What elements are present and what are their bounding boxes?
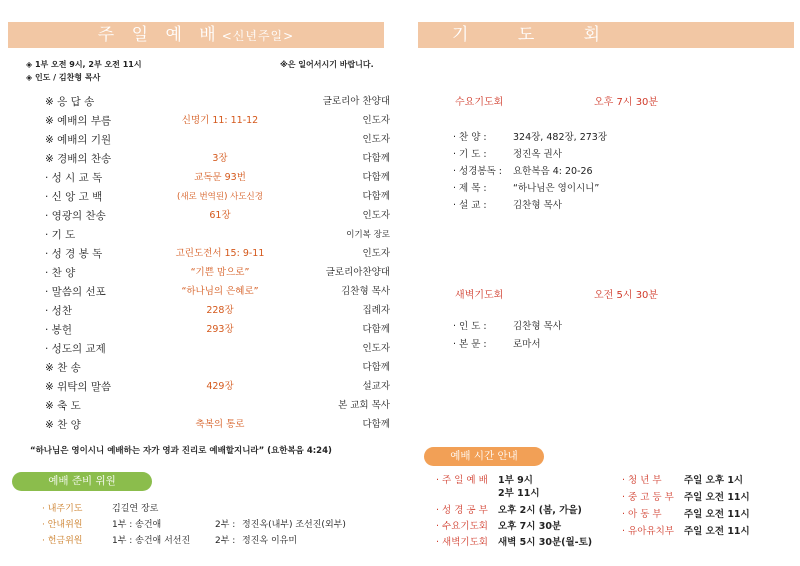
committee-title: 예배 준비 위원 [12,472,152,491]
order-person: 인도자 [362,134,390,145]
order-detail: 교독문 93번 [194,172,246,183]
committee-list [42,501,382,551]
service-times: ◈ 1부 오전 9시, 2부 오전 11시 [26,60,142,69]
committee-row [42,517,382,533]
wed-item [453,165,593,179]
order-row [45,322,390,338]
order-label: · 기 도 [45,229,76,241]
order-label: ※ 경배의 찬송 [45,153,112,165]
order-detail: 429장 [206,381,234,392]
wed-item-key: · 찬 양 : [453,132,487,143]
leader-line: ◈ 인도 / 김찬형 목사 [26,73,101,82]
order-row [45,94,390,110]
order-row [45,398,390,414]
order-label: · 봉헌 [45,324,72,336]
order-person: 다함께 [362,324,390,335]
dawn-item-value: 김찬형 목사 [513,321,562,332]
order-person: 인도자 [362,343,390,354]
worship-header [8,22,384,48]
order-label: ※ 예배의 부름 [45,115,112,127]
order-label: · 성 경 봉 독 [45,248,103,260]
order-label: · 말씀의 선포 [45,286,106,298]
order-row [45,417,390,433]
wed-item-value: 김찬형 목사 [513,200,562,211]
schedule-row [622,508,750,522]
order-person: 인도자 [362,248,390,259]
order-label: ※ 예배의 기원 [45,134,112,146]
scripture-quote: “하나님은 영이시니 예배하는 자가 영과 진리로 예배할지니라” (요한복음 4:24) [30,446,332,456]
order-detail: “하나님의 은혜로” [181,286,259,297]
order-row [45,170,390,186]
schedule-name: · 중 고 등 부 [622,492,674,503]
committee-role: · 헌금위원 [42,536,83,546]
order-label: · 신 앙 고 백 [45,191,103,203]
wed-item-value: “하나님은 영이시니” [513,183,600,194]
committee-role: · 내주기도 [42,504,83,514]
schedule-name: · 아 동 부 [622,509,662,520]
dawn-time: 오전 5시 30분 [594,290,659,301]
order-person: 이기복 장로 [346,230,390,240]
order-person: 다함께 [362,362,390,373]
order-detail: 고린도전서 15: 9-11 [175,248,265,259]
order-row [45,379,390,395]
committee-value: 김길연 장로 [112,504,159,514]
committee-value: 1부 : 송건애 [112,520,162,530]
wed-item-value: 요한복음 4: 20-26 [513,166,593,177]
order-detail: 293장 [206,324,234,335]
wed-item-value: 324장, 482장, 273장 [513,132,608,143]
order-person: 설교자 [362,381,390,392]
order-detail: 228장 [206,305,234,316]
schedule-name: · 새벽기도회 [436,537,488,548]
order-row [45,151,390,167]
order-label: ※ 찬 송 [45,362,81,374]
order-person: 다함께 [362,172,390,183]
committee-value: 정진옥 이유미 [242,536,298,546]
schedule-name: · 청 년 부 [622,475,662,486]
order-row [45,227,390,243]
order-detail: 축복의 통로 [195,419,245,430]
committee-row [42,533,382,549]
committee-value: 1부 : 송건애 서선진 [112,536,191,546]
schedule-value: 오후 2시 (봄, 가을) [498,505,582,516]
committee-label: 2부 : [215,536,236,546]
order-row [45,189,390,205]
order-label: · 성찬 [45,305,72,317]
dawn-details [453,320,783,360]
schedule-value: 주일 오전 11시 [684,526,750,537]
order-row [45,132,390,148]
wed-item [453,131,607,145]
order-label: · 영광의 찬송 [45,210,106,222]
order-label: · 찬 양 [45,267,76,279]
schedule-row [622,474,744,488]
wed-item-key: · 설 교 : [453,200,487,211]
order-person: 인도자 [362,115,390,126]
wed-item-key: · 제 목 : [453,183,487,194]
dawn-item-key: · 본 문 : [453,339,487,350]
committee-label: 2부 : [215,520,236,530]
schedule-value: 오후 7시 30분 [498,521,562,532]
worship-subtitle: <신년주일> [221,29,295,43]
wed-item-value: 정진옥 권사 [513,149,562,160]
schedule-right [622,474,792,544]
stand-note: ※은 일어서시기 바랍니다. [280,60,374,69]
order-detail: 신명기 11: 11-12 [181,115,259,126]
schedule-name: · 수요기도회 [436,521,488,532]
order-detail: “기쁜 맘으로” [190,267,250,278]
wed-time: 오후 7시 30분 [594,97,659,108]
order-label: ※ 축 도 [45,400,81,412]
order-of-worship [45,94,390,434]
order-row [45,360,390,376]
order-detail: (새로 번역된) 사도신경 [177,192,263,202]
order-row [45,341,390,357]
schedule-title: 예배 시간 안내 [424,447,544,466]
prayer-title: 기 도 회 [452,25,623,45]
wed-item-key: · 기 도 : [453,149,487,160]
worship-title: 주 일 예 배 [97,25,222,45]
order-label: · 성 시 교 독 [45,172,103,184]
schedule-row [436,474,533,488]
schedule-value: 주일 오전 11시 [684,492,750,503]
order-person: 다함께 [362,191,390,202]
order-row [45,208,390,224]
order-person: 인도자 [362,210,390,221]
dawn-title: 새벽기도회 [455,290,504,301]
order-detail: 3장 [212,153,228,164]
dawn-item [453,320,562,334]
schedule-row [436,520,562,534]
order-person: 다함께 [362,153,390,164]
wed-title: 수요기도회 [455,97,504,108]
schedule-row [622,491,750,505]
committee-row [42,501,382,517]
schedule-value: 1부 9시 [498,475,533,486]
wed-item [453,182,599,196]
order-person: 김찬형 목사 [341,286,390,297]
order-label: ※ 응 답 송 [45,96,95,108]
prayer-header [418,22,794,48]
schedule-name: · 유아유치부 [622,526,674,537]
schedule-name: · 주 일 예 배 [436,475,488,486]
committee-value: 정진옥(내부) 조선진(외부) [242,520,346,530]
wed-item [453,148,562,162]
schedule-value: 주일 오전 11시 [684,509,750,520]
order-person: 집례자 [362,305,390,316]
order-row [45,284,390,300]
wed-details [453,131,783,221]
wed-item [453,199,562,213]
order-person: 글로리아찬양대 [325,267,390,278]
order-row [45,113,390,129]
order-person: 글로리아 찬양대 [322,96,390,107]
order-row [45,303,390,319]
schedule-row [622,525,750,539]
schedule-left [436,474,626,554]
schedule-row [436,504,582,518]
order-person: 본 교회 목사 [338,400,390,411]
schedule-name: · 성 경 공 부 [436,505,488,516]
dawn-item-key: · 인 도 : [453,321,487,332]
schedule-value: 새벽 5시 30분(월-토) [498,537,593,548]
order-row [45,246,390,262]
order-person: 다함께 [362,419,390,430]
schedule-row [436,536,593,550]
wed-item-key: · 성경봉독 : [453,166,502,177]
dawn-item [453,338,541,352]
order-row [45,265,390,281]
order-detail: 61장 [209,210,231,221]
committee-role: · 안내위원 [42,520,83,530]
schedule-value: 2부 11시 [498,488,540,499]
order-label: · 성도의 교제 [45,343,106,355]
schedule-value: 주일 오후 1시 [684,475,744,486]
dawn-item-value: 로마서 [513,339,541,350]
order-label: ※ 위탁의 말씀 [45,381,112,393]
order-label: ※ 찬 양 [45,419,81,431]
